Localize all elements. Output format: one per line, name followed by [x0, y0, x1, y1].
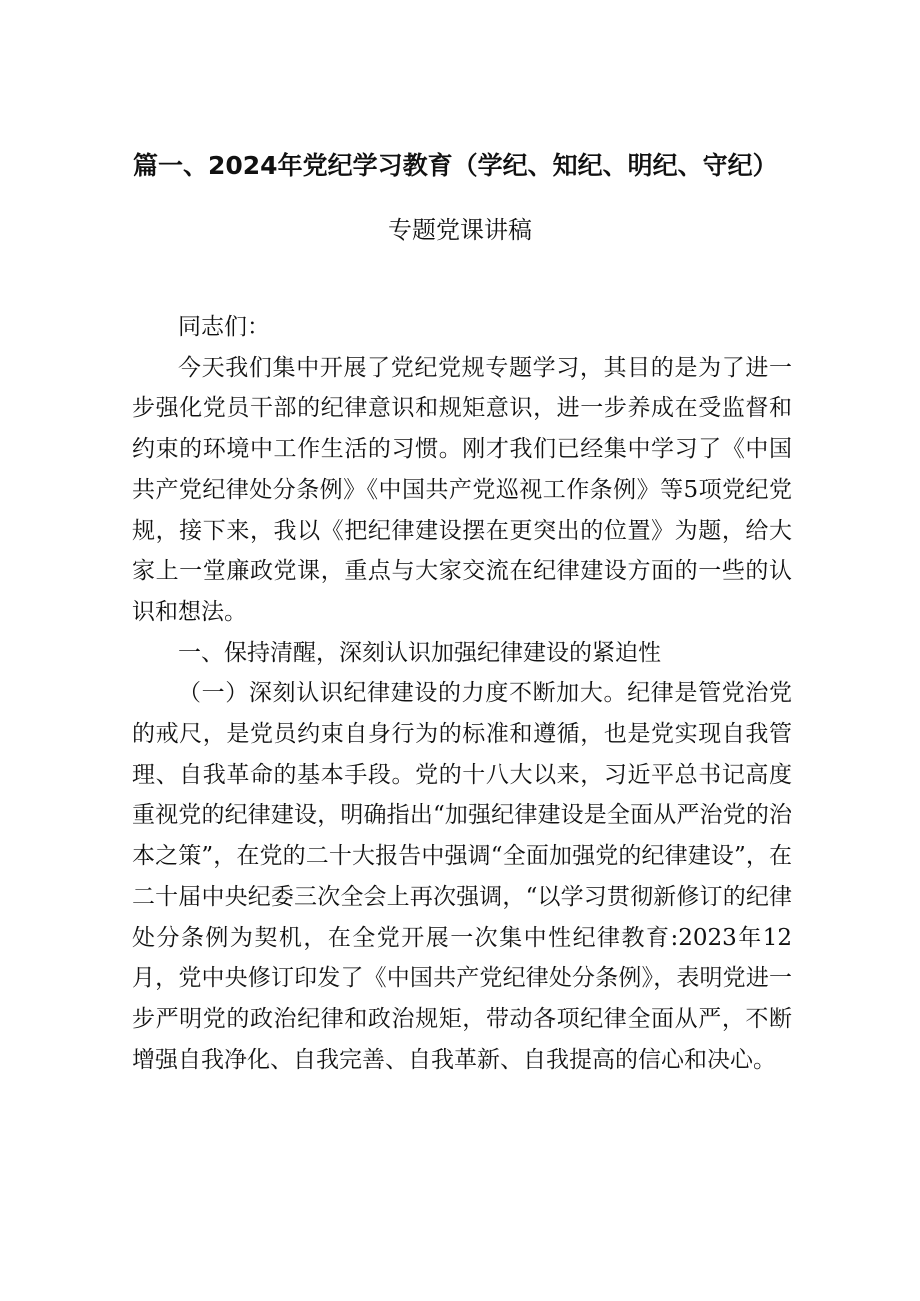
document-title-line-1: 篇一、2024年党纪学习教育（学纪、知纪、明纪、守纪） [133, 151, 778, 180]
paragraph-intro: 今天我们集中开展了党纪党规专题学习，其目的是为了进一步强化党员干部的纪律意识和规矩意识，进一步养成在受监督和约束的环境中工作生活的习惯。刚才我们已经集中学习了《中国共产党纪律处分条例》《中国共产党巡视工作条例》等5项党纪党规，接下来，我以《把纪律建设摆在更突出的位置》为题，给大家上一堂廉政党课，重点与大家交流在纪律建设方面的一些的认识和想法。 [132, 354, 792, 625]
document-title-line-2: 专题党课讲稿 [388, 216, 532, 244]
paragraph-section-1-1: （一）深刻认识纪律建设的力度不断加大。纪律是管党治党的戒尺，是党员约束自身行为的标准和遵循，也是党实现自我管理、自我革命的基本手段。党的十八大以来，习近平总书记高度重视党的纪律建设，明确指出“加强纪律建设是全面从严治党的治本之策”，在党的二十大报告中强调“全面加强党的纪律建设”，在二十届中央纪委三次全会上再次强调，“以学习贯彻新修订的纪律处分条例为契机，在全党开展一次集中性纪律教育:2023年12月，党中央修订印发了《中国共产党纪律处分条例》，表明党进一步严明党的政治纪律和政治规矩，带动各项纪律全面从严，不断增强自我净化、自我完善、自我革新、自我提高的信心和决心。 [132, 680, 792, 1073]
salutation: 同志们： [178, 314, 270, 340]
section-heading-1: 一、保持清醒，深刻认识加强纪律建设的紧迫性 [178, 639, 661, 666]
document-body [132, 307, 792, 1080]
